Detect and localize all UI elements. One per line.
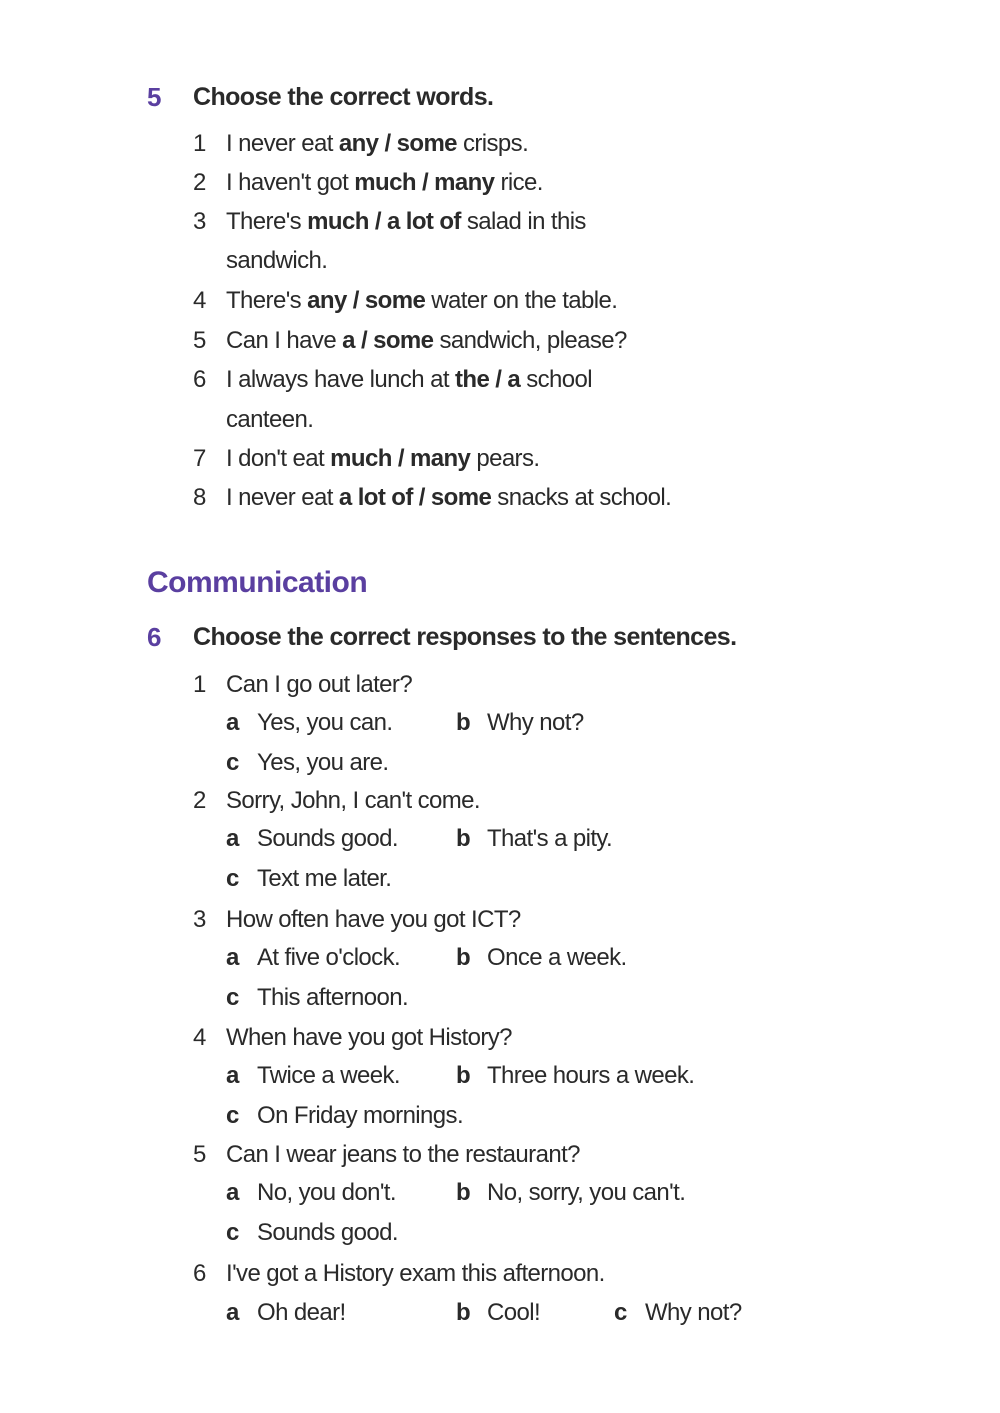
option-letter: a: [226, 825, 239, 852]
item-text: There's: [226, 208, 308, 235]
item-text: I never eat: [226, 484, 339, 511]
response-option-b: [456, 708, 584, 738]
item-number: 8: [193, 484, 207, 511]
option-text: On Friday mornings.: [257, 1102, 464, 1129]
exercise-item: [226, 207, 586, 237]
option-letter: b: [456, 825, 471, 852]
option-text: Sounds good.: [257, 825, 398, 852]
response-option-b: [456, 1061, 694, 1091]
item-text: school: [520, 366, 593, 393]
exercise-5-title: Choose the correct words.: [193, 83, 494, 111]
exercise-item: [226, 129, 528, 159]
response-option-a: [226, 1298, 346, 1328]
item-continuation: canteen.: [226, 406, 314, 433]
response-option-a: [226, 708, 392, 738]
item-text: rice.: [494, 169, 543, 196]
item-number: 6: [193, 366, 207, 393]
item-text: water on the table.: [425, 287, 618, 314]
item-number: 2: [193, 787, 207, 814]
response-option-c: [614, 1298, 742, 1328]
option-text: Yes, you can.: [257, 709, 393, 736]
option-text: No, sorry, you can't.: [487, 1179, 686, 1206]
option-letter: a: [226, 944, 239, 971]
option-text: At five o'clock.: [257, 944, 401, 971]
word-choice: much / many: [330, 445, 471, 472]
response-option-b: [456, 943, 627, 973]
word-choice: any / some: [307, 287, 426, 314]
response-option-a: [226, 1061, 400, 1091]
option-letter: a: [226, 1179, 239, 1206]
response-option-a: [226, 824, 398, 854]
item-number: 7: [193, 445, 207, 472]
question-text: Can I go out later?: [226, 671, 413, 698]
item-number: 4: [193, 287, 207, 314]
word-choice: any / some: [338, 130, 457, 157]
item-text: salad in this: [460, 208, 586, 235]
response-option-a: [226, 1178, 396, 1208]
item-text: I always have lunch at: [226, 366, 456, 393]
exercise-6-title: Choose the correct responses to the sentences.: [193, 623, 737, 651]
exercise-item: [226, 365, 592, 395]
response-option-c: [226, 1218, 398, 1248]
question-text: When have you got History?: [226, 1024, 512, 1051]
response-option-c: [226, 983, 408, 1013]
item-number: 1: [193, 130, 207, 157]
option-letter: b: [456, 944, 471, 971]
option-text: This afternoon.: [257, 984, 409, 1011]
exercise-5-number: 5: [147, 82, 162, 112]
item-number: 6: [193, 1260, 207, 1287]
word-choice: much / a lot of: [307, 208, 461, 235]
exercise-item: [226, 286, 617, 316]
word-choice: a lot of / some: [338, 484, 492, 511]
option-text: That's a pity.: [487, 825, 613, 852]
option-text: Cool!: [487, 1299, 541, 1326]
response-option-b: [456, 1178, 685, 1208]
exercise-item: [226, 326, 627, 356]
item-text: I haven't got: [226, 169, 355, 196]
option-letter: b: [456, 1062, 471, 1089]
option-letter: c: [614, 1299, 627, 1326]
option-letter: b: [456, 1179, 471, 1206]
word-choice: the / a: [455, 366, 521, 393]
item-text: pears.: [470, 445, 540, 472]
exercise-6-number: 6: [147, 622, 162, 652]
option-letter: a: [226, 709, 239, 736]
item-number: 2: [193, 169, 207, 196]
option-letter: a: [226, 1062, 239, 1089]
item-number: 5: [193, 1141, 207, 1168]
option-text: Why not?: [487, 709, 584, 736]
option-text: Once a week.: [487, 944, 627, 971]
section-heading: Communication: [147, 566, 368, 599]
option-text: No, you don't.: [257, 1179, 396, 1206]
response-option-c: [226, 864, 391, 894]
word-choice: a / some: [342, 327, 434, 354]
item-text: I never eat: [226, 130, 339, 157]
option-text: Three hours a week.: [487, 1062, 695, 1089]
item-text: crisps.: [456, 130, 529, 157]
item-number: 3: [193, 906, 207, 933]
option-letter: c: [226, 749, 239, 776]
option-text: Yes, you are.: [257, 749, 389, 776]
option-letter: a: [226, 1299, 239, 1326]
response-option-a: [226, 943, 400, 973]
item-number: 4: [193, 1024, 207, 1051]
item-text: sandwich, please?: [433, 327, 627, 354]
option-letter: c: [226, 984, 239, 1011]
option-text: Twice a week.: [257, 1062, 400, 1089]
option-letter: b: [456, 709, 471, 736]
question-text: I've got a History exam this afternoon.: [226, 1260, 605, 1287]
exercise-item: [226, 444, 539, 474]
item-continuation: sandwich.: [226, 247, 328, 274]
word-choice: much / many: [354, 169, 495, 196]
exercise-item: [226, 168, 543, 198]
option-letter: c: [226, 1219, 239, 1246]
response-option-c: [226, 1101, 463, 1131]
option-letter: c: [226, 1102, 239, 1129]
option-letter: b: [456, 1299, 471, 1326]
response-option-b: [456, 824, 612, 854]
item-number: 3: [193, 208, 207, 235]
option-text: Why not?: [645, 1299, 742, 1326]
item-text: Can I have: [226, 327, 343, 354]
question-text: How often have you got ICT?: [226, 906, 521, 933]
option-letter: c: [226, 865, 239, 892]
option-text: Sounds good.: [257, 1219, 398, 1246]
response-option-c: [226, 748, 388, 778]
option-text: Oh dear!: [257, 1299, 346, 1326]
question-text: Sorry, John, I can't come.: [226, 787, 480, 814]
item-number: 5: [193, 327, 207, 354]
item-text: I don't eat: [226, 445, 331, 472]
item-text: There's: [226, 287, 308, 314]
option-text: Text me later.: [257, 865, 392, 892]
response-option-b: [456, 1298, 540, 1328]
question-text: Can I wear jeans to the restaurant?: [226, 1141, 580, 1168]
item-number: 1: [193, 671, 207, 698]
exercise-item: [226, 483, 671, 513]
item-text: snacks at school.: [491, 484, 672, 511]
